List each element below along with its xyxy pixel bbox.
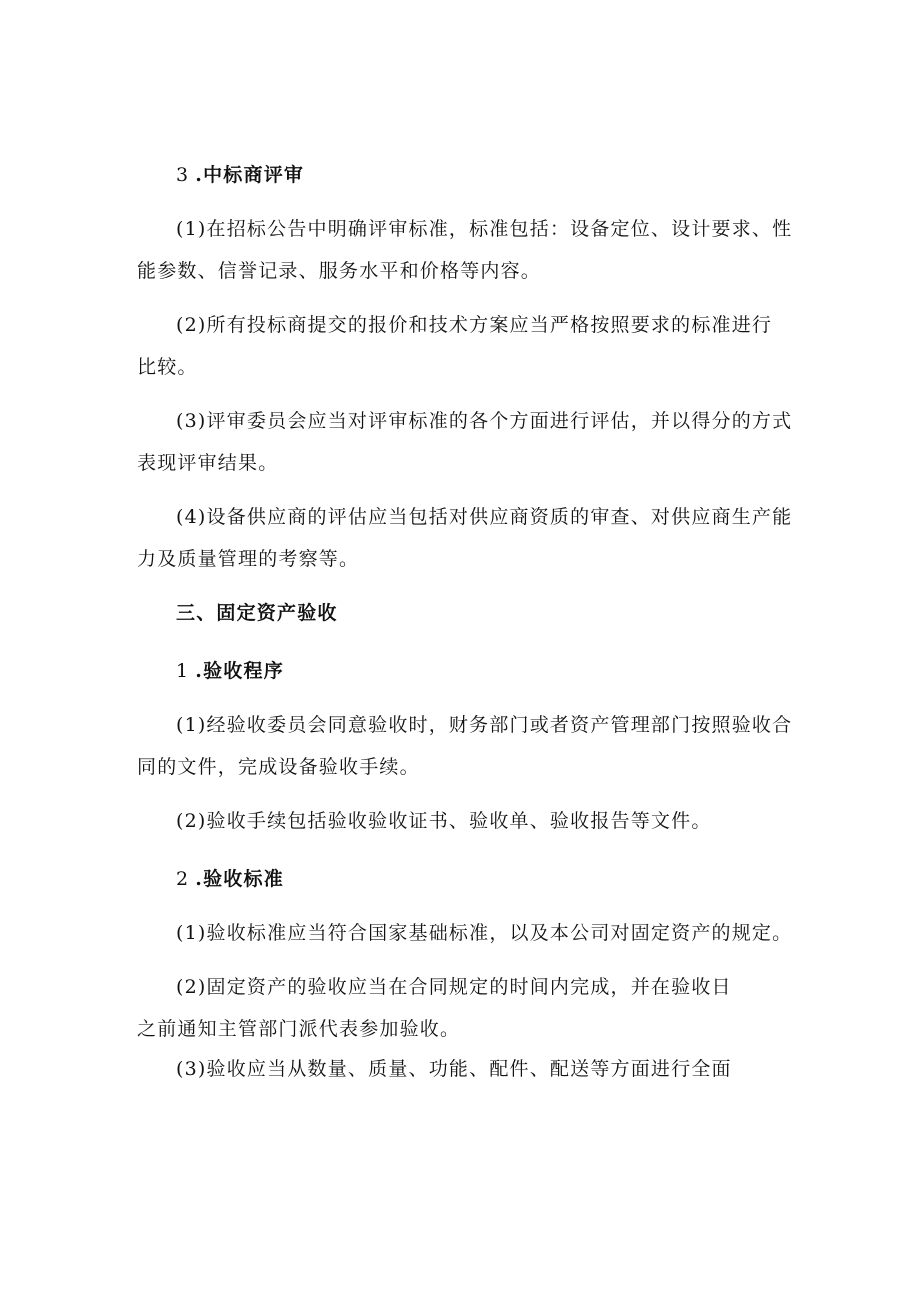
paragraph-line: (1)验收标准应当符合国家基础标准，以及本公司对固定资产的规定。 bbox=[176, 922, 793, 944]
paragraph-line: 比较。 bbox=[137, 356, 198, 378]
paragraph-line: 之前通知主管部门派代表参加验收。 bbox=[137, 1018, 461, 1040]
paragraph-line: (1)经验收委员会同意验收时，财务部门或者资产管理部门按照验收合 bbox=[176, 714, 793, 736]
paragraph-line: (1)在招标公告中明确评审标准，标准包括：设备定位、设计要求、性 bbox=[176, 218, 793, 240]
paragraph-line: (2)所有投标商提交的报价和技术方案应当严格按照要求的标准进行 bbox=[176, 314, 773, 336]
paragraph-line: (2)验收手续包括验收验收证书、验收单、验收报告等文件。 bbox=[176, 810, 712, 832]
section-heading-3 bbox=[176, 162, 304, 188]
paragraph-line: (3)验收应当从数量、质量、功能、配件、配送等方面进行全面 bbox=[176, 1058, 732, 1080]
paragraph-line: 表现评审结果。 bbox=[137, 452, 279, 474]
section-title: .验收标准 bbox=[195, 868, 284, 890]
section-number: 1 bbox=[176, 660, 190, 682]
section-title: .验收程序 bbox=[195, 660, 284, 682]
chapter-title: 三、固定资产验收 bbox=[176, 602, 338, 624]
paragraph-line: 能参数、信誉记录、服务水平和价格等内容。 bbox=[137, 260, 542, 282]
section-number: 2 bbox=[176, 868, 190, 890]
paragraph-line: 力及质量管理的考察等。 bbox=[137, 548, 360, 570]
section-heading-2 bbox=[176, 866, 284, 892]
paragraph-line: 同的文件，完成设备验收手续。 bbox=[137, 756, 420, 778]
section-title: .中标商评审 bbox=[195, 164, 305, 186]
paragraph-line: (4)设备供应商的评估应当包括对供应商资质的审查、对供应商生产能 bbox=[176, 506, 793, 528]
paragraph-line: (3)评审委员会应当对评审标准的各个方面进行评估，并以得分的方式 bbox=[176, 410, 793, 432]
section-heading-1 bbox=[176, 658, 284, 684]
section-number: 3 bbox=[176, 164, 190, 186]
paragraph-line: (2)固定资产的验收应当在合同规定的时间内完成，并在验收日 bbox=[176, 976, 732, 998]
